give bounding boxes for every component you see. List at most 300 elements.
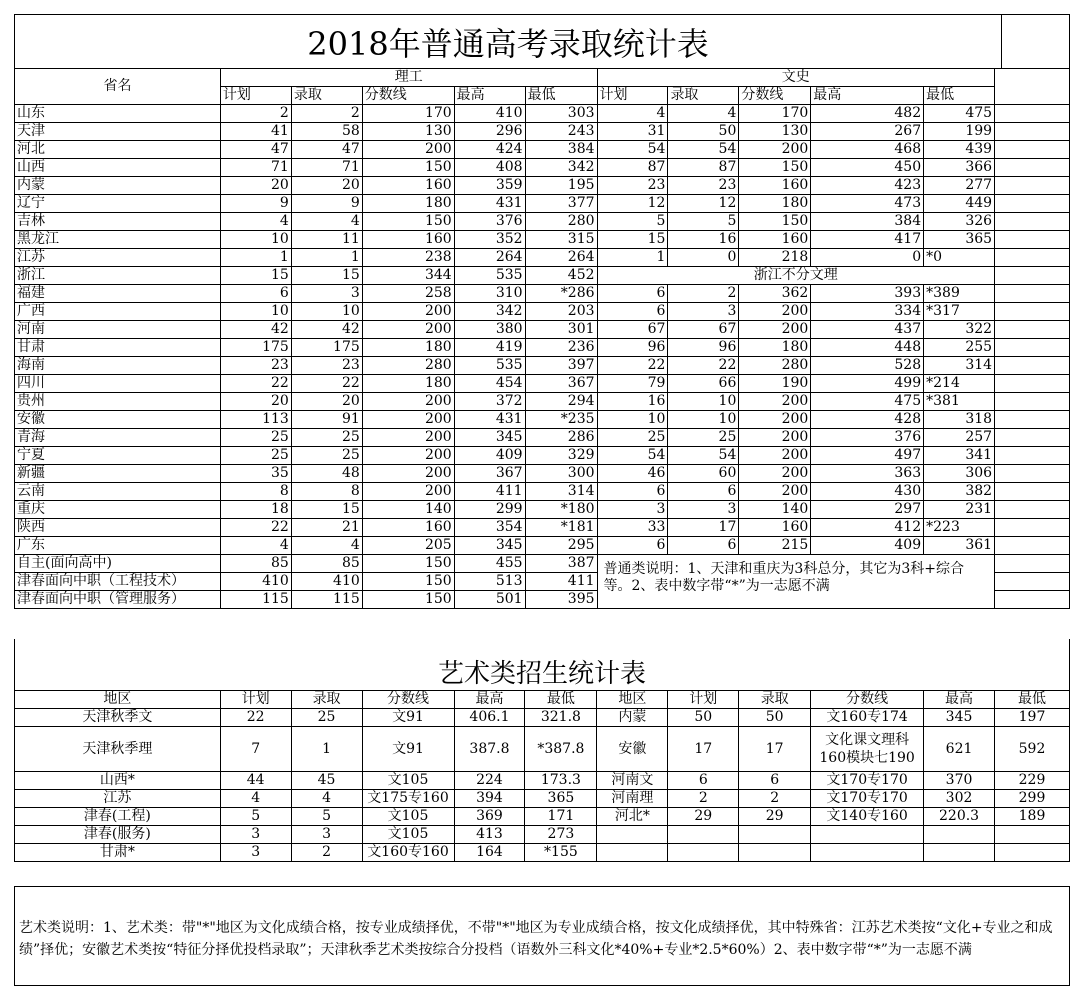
province-cell: 贵州 [15, 393, 221, 411]
science-value: 354 [454, 519, 525, 537]
arts-value: *214 [924, 375, 995, 393]
column-header: 最低 [525, 87, 597, 105]
arts-value: 365 [924, 231, 995, 249]
art-cell: 文化课文理科160模块七190 [811, 727, 924, 772]
science-value: 47 [291, 141, 362, 159]
arts-value: 6 [597, 483, 668, 501]
science-value: 4 [291, 213, 362, 231]
column-header: 最高 [454, 87, 525, 105]
science-value: 294 [525, 393, 597, 411]
art-cell: 25 [291, 709, 362, 727]
blank-cell [995, 411, 1070, 429]
science-value: 20 [291, 393, 362, 411]
admission-table [14, 68, 1070, 609]
arts-value: 16 [597, 393, 668, 411]
art-cell: 文105 [362, 772, 454, 790]
table-row [15, 231, 1070, 249]
arts-value: 200 [739, 411, 811, 429]
group-header-science: 理工 [220, 69, 597, 87]
science-value: 203 [525, 303, 597, 321]
art-cell: 50 [668, 709, 739, 727]
arts-value: 200 [739, 429, 811, 447]
province-cell: 自主(面向高中) [15, 555, 221, 573]
province-cell: 山东 [15, 105, 221, 123]
art-table-row [15, 808, 1070, 826]
art-cell: 164 [454, 844, 525, 862]
art-column-header: 地区 [597, 691, 668, 709]
arts-value: 160 [739, 231, 811, 249]
science-value: 150 [362, 213, 454, 231]
art-table-row [15, 727, 1070, 772]
arts-value: 267 [811, 123, 924, 141]
arts-value: 449 [924, 195, 995, 213]
arts-value: 66 [668, 375, 739, 393]
science-value: 200 [362, 447, 454, 465]
science-value: 11 [291, 231, 362, 249]
art-column-header: 分数线 [362, 691, 454, 709]
science-value: 113 [220, 411, 291, 429]
science-value: 200 [362, 393, 454, 411]
arts-value: *381 [924, 393, 995, 411]
arts-value: 215 [739, 537, 811, 555]
science-value: 150 [362, 555, 454, 573]
science-value: 20 [220, 177, 291, 195]
arts-value: 200 [739, 447, 811, 465]
science-value: 411 [454, 483, 525, 501]
table-row [15, 465, 1070, 483]
arts-value: 17 [668, 519, 739, 537]
art-cell: 413 [454, 826, 525, 844]
art-cell: 文91 [362, 709, 454, 727]
science-value: 22 [220, 519, 291, 537]
blank-cell [995, 591, 1070, 609]
art-cell: 592 [995, 727, 1070, 772]
arts-value: 54 [668, 447, 739, 465]
arts-value: 22 [668, 357, 739, 375]
table-row [15, 537, 1070, 555]
art-cell: 5 [220, 808, 291, 826]
art-cell: 文170专170 [811, 790, 924, 808]
science-value: 58 [291, 123, 362, 141]
arts-value: 180 [739, 339, 811, 357]
table-row [15, 339, 1070, 357]
art-table-row [15, 826, 1070, 844]
science-value: 535 [454, 357, 525, 375]
column-header: 计划 [220, 87, 291, 105]
science-value: 387 [525, 555, 597, 573]
table-row [15, 411, 1070, 429]
art-cell: 406.1 [454, 709, 525, 727]
science-value: 150 [362, 591, 454, 609]
blank-cell [995, 465, 1070, 483]
art-cell: 津春(服务) [15, 826, 221, 844]
art-column-header: 最高 [454, 691, 525, 709]
art-cell: 2 [668, 790, 739, 808]
science-value: 15 [291, 267, 362, 285]
art-cell: 3 [220, 844, 291, 862]
arts-value: 31 [597, 123, 668, 141]
science-value: 359 [454, 177, 525, 195]
arts-value: 297 [811, 501, 924, 519]
province-cell: 青海 [15, 429, 221, 447]
science-value: 25 [291, 429, 362, 447]
art-cell: 6 [668, 772, 739, 790]
science-value: 344 [362, 267, 454, 285]
science-value: 342 [454, 303, 525, 321]
arts-value: 428 [811, 411, 924, 429]
arts-value: 54 [597, 447, 668, 465]
science-value: 264 [454, 249, 525, 267]
arts-value: 10 [668, 411, 739, 429]
science-value: 15 [291, 501, 362, 519]
art-table-row [15, 844, 1070, 862]
science-value: 1 [291, 249, 362, 267]
art-cell: 321.8 [525, 709, 597, 727]
arts-value: 341 [924, 447, 995, 465]
arts-value: 475 [924, 105, 995, 123]
science-value: 71 [220, 159, 291, 177]
science-value: 380 [454, 321, 525, 339]
science-value: 410 [454, 105, 525, 123]
science-value: 3 [291, 285, 362, 303]
table-row [15, 123, 1070, 141]
arts-value: 46 [597, 465, 668, 483]
art-cell: 7 [220, 727, 291, 772]
art-cell [995, 826, 1070, 844]
science-value: 25 [220, 447, 291, 465]
arts-value: 54 [597, 141, 668, 159]
science-value: 160 [362, 519, 454, 537]
arts-value: 200 [739, 141, 811, 159]
arts-value: 54 [668, 141, 739, 159]
art-cell: 229 [995, 772, 1070, 790]
science-value: 4 [291, 537, 362, 555]
art-cell: 文91 [362, 727, 454, 772]
art-cell: 345 [924, 709, 995, 727]
arts-value: 334 [811, 303, 924, 321]
science-value: 115 [291, 591, 362, 609]
arts-value: 473 [811, 195, 924, 213]
science-value: 48 [291, 465, 362, 483]
art-cell: *155 [525, 844, 597, 862]
art-cell [811, 844, 924, 862]
art-cell: 50 [739, 709, 811, 727]
art-cell: 3 [220, 826, 291, 844]
arts-value: *317 [924, 303, 995, 321]
science-value: 411 [525, 573, 597, 591]
art-cell: 189 [995, 808, 1070, 826]
province-cell: 宁夏 [15, 447, 221, 465]
science-value: 115 [220, 591, 291, 609]
blank-band [14, 639, 1070, 655]
province-cell: 重庆 [15, 501, 221, 519]
arts-value: 96 [668, 339, 739, 357]
art-column-header: 录取 [739, 691, 811, 709]
arts-value: 3 [597, 501, 668, 519]
blank-cell [995, 303, 1070, 321]
science-value: 409 [454, 447, 525, 465]
province-cell: 福建 [15, 285, 221, 303]
arts-value: 200 [739, 303, 811, 321]
table-row [15, 375, 1070, 393]
blank-cell [995, 213, 1070, 231]
science-value: 15 [220, 267, 291, 285]
art-cell: 河南文 [597, 772, 668, 790]
art-cell [668, 844, 739, 862]
science-value: 535 [454, 267, 525, 285]
arts-value: 16 [668, 231, 739, 249]
header-row [15, 69, 1070, 87]
science-value: 410 [220, 573, 291, 591]
art-cell [924, 826, 995, 844]
science-value: 18 [220, 501, 291, 519]
science-value: 431 [454, 195, 525, 213]
arts-value: 280 [739, 357, 811, 375]
table-row [15, 249, 1070, 267]
art-cell: 394 [454, 790, 525, 808]
art-table-row [15, 709, 1070, 727]
arts-value: 1 [597, 249, 668, 267]
main-title: 2018年普通高考录取统计表 [14, 14, 1002, 69]
science-value: 236 [525, 339, 597, 357]
province-cell: 内蒙 [15, 177, 221, 195]
science-value: 455 [454, 555, 525, 573]
science-value: 10 [291, 303, 362, 321]
arts-value: 150 [739, 213, 811, 231]
science-value: 352 [454, 231, 525, 249]
art-cell: 171 [525, 808, 597, 826]
table-row [15, 195, 1070, 213]
science-value: 280 [362, 357, 454, 375]
science-value: 200 [362, 483, 454, 501]
science-value: 397 [525, 357, 597, 375]
art-cell: 621 [924, 727, 995, 772]
science-value: 258 [362, 285, 454, 303]
arts-value: 5 [597, 213, 668, 231]
arts-value: 12 [668, 195, 739, 213]
table-row [15, 447, 1070, 465]
blank-cell [995, 519, 1070, 537]
art-column-header: 地区 [15, 691, 221, 709]
science-value: 303 [525, 105, 597, 123]
art-cell: 299 [995, 790, 1070, 808]
province-cell: 吉林 [15, 213, 221, 231]
column-header: 计划 [597, 87, 668, 105]
blank-cell [995, 159, 1070, 177]
arts-value: 60 [668, 465, 739, 483]
science-value: 41 [220, 123, 291, 141]
science-value: 301 [525, 321, 597, 339]
art-cell: 文175专160 [362, 790, 454, 808]
science-value: 367 [454, 465, 525, 483]
science-value: 395 [525, 591, 597, 609]
art-cell: 197 [995, 709, 1070, 727]
arts-value: 366 [924, 159, 995, 177]
arts-value: 22 [597, 357, 668, 375]
arts-value: 23 [597, 177, 668, 195]
science-value: 200 [362, 465, 454, 483]
blank-cell [995, 105, 1070, 123]
art-cell: 河北* [597, 808, 668, 826]
science-value: 345 [454, 429, 525, 447]
arts-value: 4 [597, 105, 668, 123]
science-value: 299 [454, 501, 525, 519]
arts-value: 33 [597, 519, 668, 537]
art-column-header: 计划 [668, 691, 739, 709]
science-value: 23 [291, 357, 362, 375]
arts-value: 6 [668, 537, 739, 555]
arts-value: 306 [924, 465, 995, 483]
art-table-title: 艺术类招生统计表 [14, 654, 1070, 690]
science-value: 200 [362, 321, 454, 339]
arts-value: 150 [739, 159, 811, 177]
arts-value: 180 [739, 195, 811, 213]
art-cell: 津春(工程) [15, 808, 221, 826]
science-value: 376 [454, 213, 525, 231]
province-cell: 天津 [15, 123, 221, 141]
blank-cell [995, 375, 1070, 393]
science-value: 2 [291, 105, 362, 123]
science-value: 150 [362, 573, 454, 591]
art-column-header: 最低 [995, 691, 1070, 709]
table-row [15, 501, 1070, 519]
arts-value: 482 [811, 105, 924, 123]
column-header: 最高 [811, 87, 924, 105]
science-value: 342 [525, 159, 597, 177]
science-value: 130 [362, 123, 454, 141]
art-cell: 29 [739, 808, 811, 826]
arts-value: 199 [924, 123, 995, 141]
blank-cell [995, 339, 1070, 357]
arts-value: 4 [668, 105, 739, 123]
province-cell: 辽宁 [15, 195, 221, 213]
art-column-header: 分数线 [811, 691, 924, 709]
science-value: 42 [291, 321, 362, 339]
science-value: 20 [291, 177, 362, 195]
arts-value: 417 [811, 231, 924, 249]
arts-value: 257 [924, 429, 995, 447]
column-header: 分数线 [739, 87, 811, 105]
art-header-row [15, 691, 1070, 709]
province-cell: 津春面向中职（工程技术） [15, 573, 221, 591]
art-cell: 220.3 [924, 808, 995, 826]
column-header: 录取 [291, 87, 362, 105]
arts-value: 6 [597, 285, 668, 303]
science-value: 410 [291, 573, 362, 591]
province-cell: 甘肃 [15, 339, 221, 357]
science-value: 4 [220, 537, 291, 555]
blank-cell [995, 483, 1070, 501]
arts-value: 10 [668, 393, 739, 411]
column-header: 分数线 [362, 87, 454, 105]
arts-value: 67 [597, 321, 668, 339]
science-value: 150 [362, 159, 454, 177]
arts-value: 361 [924, 537, 995, 555]
art-cell: 29 [668, 808, 739, 826]
blank-cell [995, 123, 1070, 141]
province-cell: 海南 [15, 357, 221, 375]
art-cell: 4 [291, 790, 362, 808]
arts-value: 430 [811, 483, 924, 501]
art-cell: 2 [739, 790, 811, 808]
arts-value: 200 [739, 465, 811, 483]
arts-value: 412 [811, 519, 924, 537]
art-cell: 6 [739, 772, 811, 790]
science-value: 9 [220, 195, 291, 213]
art-cell: 江苏 [15, 790, 221, 808]
blank-cell [995, 249, 1070, 267]
arts-value: 6 [668, 483, 739, 501]
art-cell: 44 [220, 772, 291, 790]
science-value: 180 [362, 375, 454, 393]
art-cell: 文170专170 [811, 772, 924, 790]
art-admission-table [14, 690, 1070, 862]
science-value: 22 [220, 375, 291, 393]
science-value: 71 [291, 159, 362, 177]
science-value: 21 [291, 519, 362, 537]
province-cell: 四川 [15, 375, 221, 393]
arts-value: 448 [811, 339, 924, 357]
blank-cell [995, 321, 1070, 339]
arts-value: 12 [597, 195, 668, 213]
art-cell: 224 [454, 772, 525, 790]
art-cell: 山西* [15, 772, 221, 790]
science-value: 424 [454, 141, 525, 159]
table-row [15, 159, 1070, 177]
science-value: 408 [454, 159, 525, 177]
arts-value: 200 [739, 483, 811, 501]
province-cell: 浙江 [15, 267, 221, 285]
province-cell: 陕西 [15, 519, 221, 537]
science-value: 91 [291, 411, 362, 429]
science-value: 296 [454, 123, 525, 141]
science-value: 160 [362, 231, 454, 249]
science-value: 2 [220, 105, 291, 123]
column-header: 最低 [924, 87, 995, 105]
science-value: *286 [525, 285, 597, 303]
science-value: 295 [525, 537, 597, 555]
science-value: 170 [362, 105, 454, 123]
arts-value: 190 [739, 375, 811, 393]
art-cell: 3 [291, 826, 362, 844]
table-row [15, 555, 1070, 573]
science-value: 10 [220, 231, 291, 249]
arts-value: *0 [924, 249, 995, 267]
art-cell [739, 844, 811, 862]
science-value: 286 [525, 429, 597, 447]
science-value: 372 [454, 393, 525, 411]
blank-cell [995, 285, 1070, 303]
arts-value: 326 [924, 213, 995, 231]
arts-value: 160 [739, 177, 811, 195]
province-cell: 云南 [15, 483, 221, 501]
arts-value: 200 [739, 321, 811, 339]
arts-value: 409 [811, 537, 924, 555]
art-cell: 45 [291, 772, 362, 790]
art-column-header: 最低 [525, 691, 597, 709]
art-cell: *387.8 [525, 727, 597, 772]
spreadsheet-sheet [14, 14, 1070, 986]
science-value: 10 [220, 303, 291, 321]
blank-cell [995, 195, 1070, 213]
science-value: 300 [525, 465, 597, 483]
science-value: 85 [291, 555, 362, 573]
arts-value: *223 [924, 519, 995, 537]
art-cell: 17 [739, 727, 811, 772]
science-value: 22 [291, 375, 362, 393]
arts-value: 0 [668, 249, 739, 267]
science-value: 175 [220, 339, 291, 357]
